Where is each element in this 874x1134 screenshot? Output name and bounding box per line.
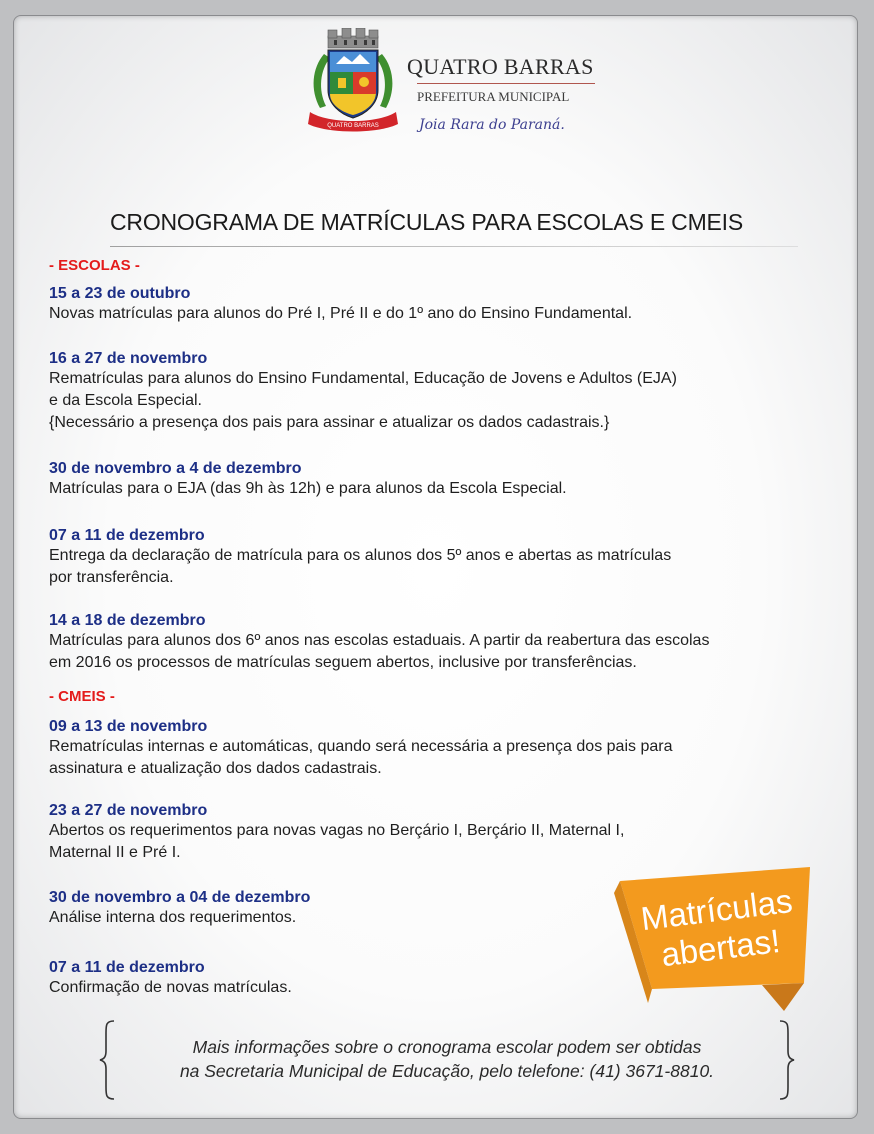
schedule-entry [49, 801, 819, 864]
page-title: CRONOGRAMA DE MATRÍCULAS PARA ESCOLAS E CMEIS [110, 209, 744, 235]
schedule-entry [49, 459, 819, 500]
enrollment-open-badge [612, 863, 817, 1013]
entry-text: Maternal II e Pré I. [49, 844, 181, 861]
entry-date: 30 de novembro a 4 de dezembro [49, 460, 302, 477]
left-brace-icon [98, 1019, 116, 1101]
entry-text: e da Escola Especial. [49, 392, 202, 409]
entry-text: Matrículas para o EJA (das 9h às 12h) e para alunos da Escola Especial. [49, 480, 567, 497]
footer-note [98, 1019, 796, 1101]
entry-text: Análise interna dos requerimentos. [49, 909, 297, 926]
right-brace-icon [778, 1019, 796, 1101]
badge-line-2: abertas! [659, 921, 783, 974]
entry-date: 15 a 23 de outubro [49, 285, 191, 302]
entry-date: 07 a 11 de dezembro [49, 959, 205, 976]
brand-divider [417, 83, 595, 84]
entry-text: Rematrículas para alunos do Ensino Fundamental, Educação de Jovens e Adultos (EJA) [49, 370, 677, 387]
schedule-entry [49, 717, 819, 780]
schedule-entry [49, 284, 819, 325]
title-divider [110, 246, 798, 247]
footer-line: na Secretaria Municipal de Educação, pelo telefone: (41) 3671-8810. [179, 1061, 715, 1081]
entry-text: Abertos os requerimentos para novas vagas no Berçário I, Berçário II, Maternal I, [49, 822, 625, 839]
municipality-subtitle: PREFEITURA MUNICIPAL [417, 89, 570, 104]
entry-text: Entrega da declaração de matrícula para os alunos dos 5º anos e abertas as matrículas [49, 547, 672, 564]
entry-date: 30 de novembro a 04 de dezembro [49, 889, 311, 906]
entry-text: Matrículas para alunos dos 6º anos nas escolas estaduais. A partir da reabertura das escolas [49, 632, 710, 649]
entry-text: Rematrículas internas e automáticas, quando será necessária a presença dos pais para [49, 738, 673, 755]
entry-text: assinatura e atualização dos dados cadastrais. [49, 760, 382, 777]
entry-date: 07 a 11 de dezembro [49, 527, 205, 544]
municipality-tagline: Joia Rara do Paraná. [419, 117, 565, 133]
schedule-entry [49, 349, 819, 434]
section-label-escolas: - ESCOLAS - [49, 257, 140, 274]
entry-date: 14 a 18 de dezembro [49, 612, 206, 629]
entry-text: em 2016 os processos de matrículas seguem abertos, inclusive por transferências. [49, 654, 637, 671]
schedule-entry [49, 526, 819, 589]
badge-line-1: Matrículas [638, 881, 795, 938]
schedule-entry [49, 611, 819, 674]
entry-text: por transferência. [49, 569, 174, 586]
section-label-cmeis: - CMEIS - [49, 688, 115, 705]
entry-date: 23 a 27 de novembro [49, 802, 208, 819]
entry-text: Confirmação de novas matrículas. [49, 979, 292, 996]
entry-date: 09 a 13 de novembro [49, 718, 208, 735]
entry-date: 16 a 27 de novembro [49, 350, 208, 367]
entry-text: Novas matrículas para alunos do Pré I, Pré II e do 1º ano do Ensino Fundamental. [49, 305, 633, 322]
coat-of-arms-logo [304, 28, 402, 134]
footer-text [120, 1035, 774, 1083]
footer-line: Mais informações sobre o cronograma escolar podem ser obtidas [192, 1037, 702, 1057]
entry-text: {Necessário a presença dos pais para assinar e atualizar os dados cadastrais.} [49, 414, 610, 431]
municipality-name: QUATRO BARRAS [407, 54, 594, 79]
crest-ribbon-text: QUATRO BARRAS [327, 123, 379, 129]
